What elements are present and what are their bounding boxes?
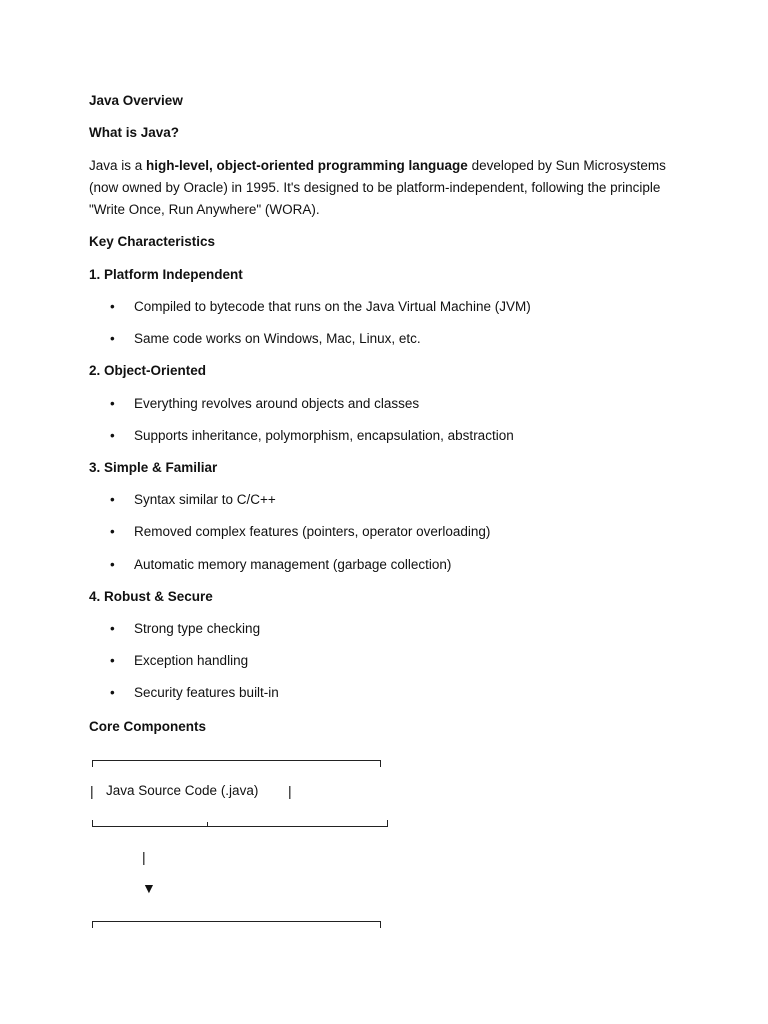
list-item [110, 556, 451, 574]
list-item [110, 330, 421, 348]
bullet-text: Automatic memory management (garbage collection) [134, 557, 452, 572]
diagram-box-top-border [92, 760, 381, 767]
list-item [110, 684, 279, 702]
bullet-text: Strong type checking [134, 621, 261, 636]
bullet-icon: • [110, 396, 115, 411]
list-item [110, 395, 419, 413]
bullet-icon: • [110, 331, 115, 346]
diagram-box-2-top-border [92, 921, 381, 928]
bullet-text: Everything revolves around objects and classes [134, 396, 420, 411]
section-heading: 2. Object-Oriented [89, 363, 207, 378]
bullet-icon: • [110, 428, 115, 443]
section-heading: 4. Robust & Secure [89, 589, 213, 604]
bullet-icon: • [110, 557, 115, 572]
intro-prefix: Java is a [89, 158, 147, 173]
bullet-icon: • [110, 653, 115, 668]
list-item [110, 491, 276, 509]
list-item [110, 298, 531, 316]
section-heading: 1. Platform Independent [89, 267, 243, 282]
bullet-text: Supports inheritance, polymorphism, encapsulation, abstraction [134, 428, 514, 443]
bullet-text: Security features built-in [134, 685, 279, 700]
bullet-text: Removed complex features (pointers, operator overloading) [134, 524, 491, 539]
arrow-down-icon: ▼ [142, 880, 156, 896]
diagram-box-right-border: | [288, 783, 292, 799]
key-characteristics-heading: Key Characteristics [89, 234, 216, 249]
intro-paragraph [89, 155, 669, 221]
intro-bold: high-level, object-oriented programming language [146, 158, 468, 173]
bullet-icon: • [110, 524, 115, 539]
core-components-heading: Core Components [89, 719, 207, 734]
bullet-text: Same code works on Windows, Mac, Linux, etc. [134, 331, 421, 346]
bullet-icon: • [110, 492, 115, 507]
diagram-box-left-border: | [90, 783, 94, 799]
diagram-connector-line: | [142, 849, 146, 865]
document-title: Java Overview [89, 93, 183, 108]
list-item [110, 652, 248, 670]
what-is-java-heading: What is Java? [89, 125, 180, 140]
intro-suffix: developed by Sun Microsystems (now owned by Oracle) in 1995. It's designed to be platform-independent, following the principle "Write Once, Run Anywhere" (WORA). [89, 158, 666, 217]
diagram-box-label: Java Source Code (.java) [106, 783, 259, 798]
section-heading: 3. Simple & Familiar [89, 460, 218, 475]
list-item [110, 620, 260, 638]
bullet-icon: • [110, 621, 115, 636]
diagram-connector-tee [207, 822, 208, 827]
diagram-box-bottom-border [92, 820, 388, 827]
list-item [110, 427, 514, 445]
bullet-text: Exception handling [134, 653, 249, 668]
bullet-icon: • [110, 685, 115, 700]
bullet-text: Syntax similar to C/C++ [134, 492, 276, 507]
bullet-text: Compiled to bytecode that runs on the Java Virtual Machine (JVM) [134, 299, 531, 314]
bullet-icon: • [110, 299, 115, 314]
list-item [110, 523, 490, 541]
